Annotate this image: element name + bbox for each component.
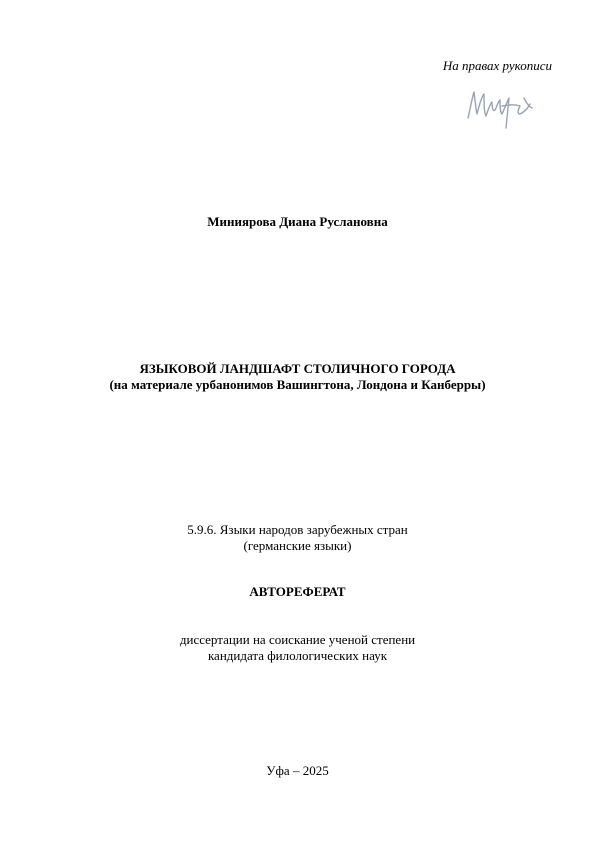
- degree-purpose-line-2: кандидата филологических наук: [207, 648, 388, 663]
- dissertation-title: ЯЗЫКОВОЙ ЛАНДШАФТ СТОЛИЧНОГО ГОРОДА: [139, 361, 456, 376]
- place-and-year: Уфа – 2025: [266, 763, 329, 778]
- manuscript-note: На правах рукописи: [442, 58, 552, 73]
- specialty-branch: (германские языки): [243, 538, 352, 553]
- degree-purpose-line-1: диссертации на соискание ученой степени: [179, 632, 416, 647]
- handwritten-signature: [462, 84, 536, 130]
- specialty-code: 5.9.6. Языки народов зарубежных стран: [187, 522, 408, 537]
- dissertation-subtitle: (на материале урбанонимов Вашингтона, Лондона и Канберры): [109, 377, 486, 392]
- author-name: Миниярова Диана Руслановна: [207, 214, 388, 229]
- document-type: АВТОРЕФЕРАТ: [249, 584, 346, 599]
